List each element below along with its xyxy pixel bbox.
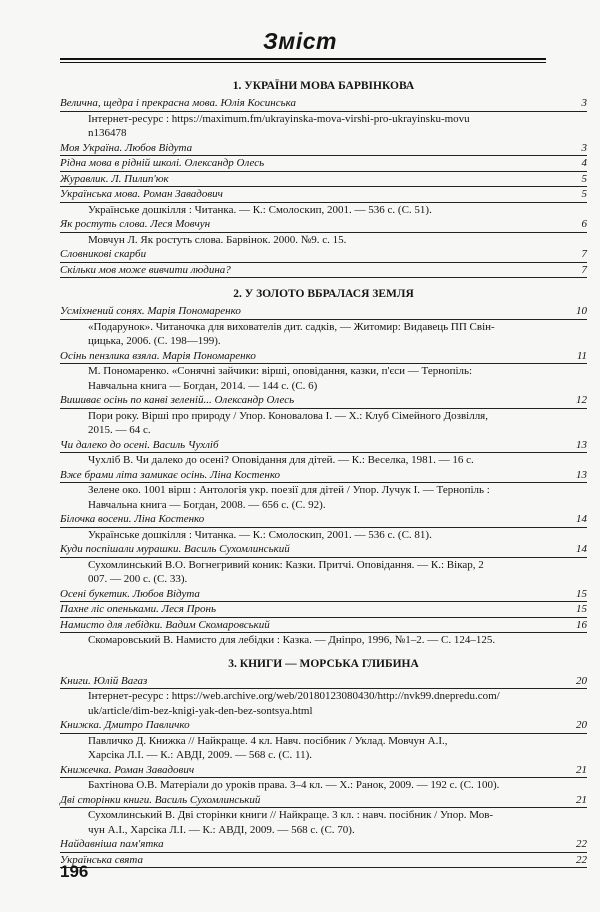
reference-line: Зелене око. 1001 вірш : Антологія укр. поезії для дітей / Упор. Лучук І. — Тернопіль : — [88, 484, 490, 496]
entry-title: Намисто для лебідки. Вадим Скомаровський — [60, 618, 270, 631]
toc-entry[interactable] — [60, 837, 587, 853]
entry-source-reference — [60, 453, 587, 468]
entry-page-number: 10 — [576, 305, 587, 317]
toc-entry[interactable] — [60, 247, 587, 263]
entry-title: Пахне ліс опеньками. Леся Пронь — [60, 603, 216, 615]
entry-page-number: 22 — [576, 853, 587, 866]
entry-page-number: 15 — [576, 603, 587, 615]
entry-title: Книжка. Дмитро Павличко — [60, 719, 190, 731]
reference-line: Українське дошкілля : Читанка. — К.: Смолоскип, 2001. — 536 с. (С. 81). — [88, 528, 432, 541]
entry-page-number: 14 — [576, 513, 587, 525]
reference-line: Харсіка Л.І. — К.: АВДІ, 2009. — 568 с. (С. 11). — [88, 749, 313, 761]
entry-source-reference — [60, 558, 587, 587]
entry-page-number: 20 — [576, 674, 587, 687]
entry-title: Осені букетик. Любов Відута — [60, 587, 200, 600]
toc-entry[interactable] — [60, 587, 587, 603]
toc-entry[interactable] — [60, 718, 587, 734]
toc-entry[interactable] — [60, 217, 587, 233]
toc-entry[interactable] — [60, 602, 587, 618]
toc-entry[interactable] — [60, 156, 587, 172]
entry-title: Українська свята — [60, 853, 143, 866]
reference-line: Скомаровський В. Намисто для лебідки : Казка. — Дніпро, 1996, №1–2. — С. 124–125. — [88, 634, 496, 646]
entry-page-number: 11 — [576, 349, 587, 362]
toc-entry[interactable] — [60, 349, 587, 365]
entry-source-reference — [60, 808, 587, 837]
toc-entry[interactable] — [60, 304, 587, 320]
toc-entry[interactable] — [60, 263, 587, 279]
entry-title: Найдавніша пам'ятка — [60, 838, 164, 850]
entry-title: Моя Україна. Любов Відута — [60, 141, 193, 154]
section-heading: 1. УКРАЇНИ МОВА БАРВІНКОВА — [232, 80, 415, 92]
entry-title: Словникові скарби — [60, 248, 147, 260]
toc-entry[interactable] — [60, 793, 587, 809]
entry-source-reference — [60, 320, 587, 349]
entry-source-reference — [60, 778, 587, 793]
entry-title: Чи далеко до осені. Василь Чухліб — [60, 438, 219, 451]
reference-line: Павличко Д. Книжка // Найкраще. 4 кл. Навч. посібник / Уклад. Мовчун А.І., — [88, 734, 448, 747]
entry-page-number: 13 — [576, 468, 587, 481]
entry-title: Українська мова. Роман Завадович — [60, 188, 223, 200]
entry-page-number: 20 — [576, 719, 587, 731]
reference-line: Бахтінова О.В. Матеріали до уроків права. 3–4 кл. — Х.: Ранок, 2009. — 192 с. (С. 100). — [88, 779, 500, 791]
toc-entry[interactable] — [60, 393, 587, 409]
entry-title: Вже брами літа замикає осінь. Ліна Костенко — [60, 468, 281, 481]
toc-entry[interactable] — [60, 96, 587, 112]
entry-page-number: 3 — [581, 97, 587, 109]
toc-entry[interactable] — [60, 187, 587, 203]
page-title: Зміст — [263, 28, 337, 54]
toc-entry[interactable] — [60, 438, 587, 454]
entry-page-number: 16 — [576, 618, 587, 631]
toc-entry[interactable] — [60, 853, 587, 869]
entry-source-reference — [60, 112, 587, 141]
entry-page-number: 3 — [581, 141, 587, 154]
entry-title: Усміхнений сонях. Марія Пономаренко — [60, 305, 241, 317]
entry-page-number: 14 — [576, 543, 587, 555]
page-number: 196 — [60, 862, 89, 881]
reference-line: Мовчун Л. Як ростуть слова. Барвінок. 2000. №9. с. 15. — [88, 233, 347, 246]
entry-page-number: 5 — [581, 172, 587, 185]
reference-line: uk/article/dim-bez-knigi-yak-den-bez-sontsya.html — [88, 704, 313, 717]
entry-title: Куди поспішали мурашки. Василь Сухомлинський — [60, 543, 290, 555]
reference-line: «Подарунок». Читаночка для вихователів дит. садків, — Житомир: Видавець ПП Свін- — [88, 320, 495, 333]
reference-line: цицька, 2006. (С. 198—199). — [88, 335, 221, 347]
toc-entry[interactable] — [60, 172, 587, 188]
entry-source-reference — [60, 734, 587, 763]
entry-source-reference — [60, 689, 587, 718]
reference-line: Сухомлинський В. Дві сторінки книги // Найкраще. 3 кл. : навч. посібник / Упор. Мов- — [88, 809, 494, 821]
reference-line: Українське дошкілля : Читанка. — К.: Смолоскип, 2001. — 536 с. (С. 51). — [88, 203, 432, 216]
reference-line: Сухомлинський В.О. Вогнегривий коник: Казки. Притчі. Оповідання. — К.: Вікар, 2 — [88, 558, 484, 571]
toc-entry[interactable] — [60, 674, 587, 690]
table-of-contents — [60, 78, 587, 868]
entry-title: Як ростуть слова. Леся Мовчун — [60, 218, 211, 230]
entry-page-number: 7 — [581, 248, 587, 260]
entry-page-number: 21 — [576, 793, 587, 806]
entry-title: Рідна мова в рідній школі. Олександр Олесь — [60, 157, 265, 169]
toc-entry[interactable] — [60, 542, 587, 558]
entry-page-number: 15 — [576, 587, 587, 600]
entry-page-number: 5 — [581, 188, 587, 200]
entry-page-number: 12 — [576, 394, 587, 406]
entry-title: Велична, щедра і прекрасна мова. Юлія Косинська — [60, 97, 297, 109]
section-heading: 2. У ЗОЛОТО ВБРАЛАСЯ ЗЕМЛЯ — [233, 288, 414, 300]
title-rule-thin — [60, 62, 546, 63]
toc-entry[interactable] — [60, 141, 587, 157]
entry-title: Дві сторінки книги. Василь Сухомлинський — [60, 793, 261, 806]
reference-line: Пори року. Вірші про природу / Упор. Коновалова І. — Х.: Клуб Сімейного Дозвілля, — [88, 409, 488, 422]
entry-title: Вишиває осінь по канві зеленій... Олександр Олесь — [60, 394, 295, 406]
toc-entry[interactable] — [60, 512, 587, 528]
entry-page-number: 22 — [576, 838, 587, 850]
toc-entry[interactable] — [60, 468, 587, 484]
title-block — [0, 28, 600, 55]
reference-line: 2015. — 64 с. — [88, 424, 151, 436]
entry-source-reference — [60, 633, 587, 648]
entry-page-number: 13 — [576, 438, 587, 451]
entry-source-reference — [60, 364, 587, 393]
toc-entry[interactable] — [60, 763, 587, 779]
entry-title: Осінь пензлика взяла. Марія Пономаренко — [60, 349, 256, 362]
reference-line: Інтернет-ресурс : https://maximum.fm/ukrayinska-mova-virshi-pro-ukrayinsku-movu — [88, 112, 470, 125]
entry-source-reference — [60, 528, 587, 543]
entry-source-reference — [60, 409, 587, 438]
entry-page-number: 4 — [581, 157, 587, 169]
reference-line: Чухліб В. Чи далеко до осені? Оповідання для дітей. — К.: Веселка, 1981. — 16 с. — [88, 454, 474, 466]
section-heading: 3. КНИГИ — МОРСЬКА ГЛИБИНА — [228, 657, 419, 670]
reference-line: М. Пономаренко. «Сонячні зайчики: вірші, оповідання, казки, п'єси — Тернопіль: — [88, 365, 473, 377]
entry-source-reference — [60, 203, 587, 218]
entry-title: Журавлик. Л. Пилип'юк — [60, 172, 169, 185]
entry-page-number: 21 — [576, 763, 587, 776]
reference-line: Навчальна книга — Богдан, 2014. — 144 с. (С. 6) — [88, 379, 318, 392]
reference-line: n136478 — [88, 127, 127, 139]
reference-line: чун А.І., Харсіка Л.І. — К.: АВДІ, 2009. — 568 с. (С. 70). — [88, 823, 355, 836]
entry-title: Книжечка. Роман Завадович — [60, 763, 195, 776]
entry-title: Скільки мов може вивчити людина? — [60, 263, 231, 276]
title-rule — [60, 58, 546, 60]
reference-line: 007. — 200 с. (С. 33). — [88, 573, 188, 585]
entry-title: Білочка восени. Ліна Костенко — [60, 513, 205, 525]
toc-entry[interactable] — [60, 618, 587, 634]
reference-line: Навчальна книга — Богдан, 2008. — 656 с. (С. 92). — [88, 498, 326, 511]
entry-source-reference — [60, 233, 587, 248]
entry-title: Книги. Юлій Вагаз — [60, 674, 148, 687]
entry-source-reference — [60, 483, 587, 512]
entry-page-number: 7 — [581, 263, 587, 276]
entry-page-number: 6 — [581, 218, 587, 230]
reference-line: Інтернет-ресурс : https://web.archive.org/web/20180123080430/http://nvk99.dnepredu.com/ — [88, 690, 500, 702]
